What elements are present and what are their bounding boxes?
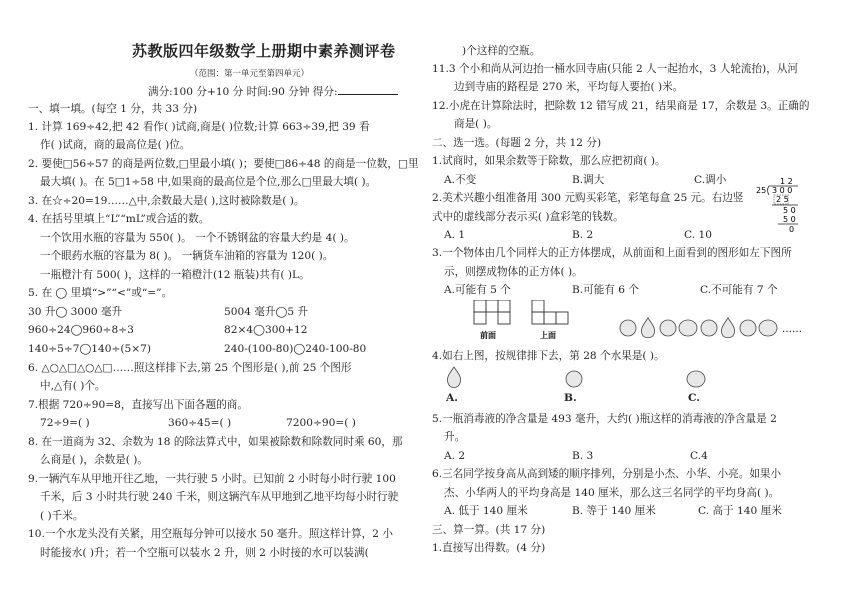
question-line: 3.一个物体由几个同样大的正方体摆成，从前面和上面看到的图形如左下图所 [432,247,792,259]
section-heading: 一、填一填。(每空 1 分，共 33 分) [28,103,198,115]
question-line: 升。 [444,431,466,443]
question-line: 4. 在括号里填上“L”“mL”或合适的数。 [28,213,210,225]
fruit-sequence [618,314,828,340]
question-line: 作( )试商，商的最高位是( )位。 [40,139,191,151]
pear-icon [721,318,734,338]
choice-c: C. 10 [684,229,712,241]
question-line: 示，则摆成物体的正方体( )。 [444,266,583,278]
section-heading: 三、算一算。(共 17 分) [432,524,546,536]
score-blank[interactable] [338,84,398,95]
choice-c: C. 高于 140 厘米 [698,505,782,517]
question-line: 5.一瓶消毒液的净含量是 493 毫升，大约( )瓶这样的消毒液的净含量是 2 [432,413,777,425]
choice-c: C.不可能有 7 个 [700,284,778,296]
choice-b: B.可能有 6 个 [572,284,640,296]
ellipsis: …… [782,324,802,335]
choice-b: B. 等于 140 厘米 [572,505,656,517]
division-divisor: 25 [756,186,767,195]
choice-a: A.不变 [444,174,477,186]
choice-b: B. 2 [572,229,594,241]
choice-c: C.调小 [694,174,727,186]
question-line: 8. 在一道商为 32、余数为 18 的除法算式中，如果被除数和除数同时乘 60，那 [28,436,403,448]
division-remainder: 0 [789,225,795,234]
division-step: 5 0 [783,215,796,224]
question-line: 6.三名同学按身高从高到矮的顺序排列，分别是小杰、小华、小亮。如果小 [432,468,782,480]
choice-a: A.可能有 5 个 [444,284,511,296]
question-line: 一个饮用水瓶的容量为 550( )。 一个不锈钢盆的容量大约是 4( )。 [40,232,355,244]
mental-item: 72÷9=( ) [40,417,90,429]
choice-c: C. [688,392,700,404]
choice-a: A. 低于 140 厘米 [444,505,528,517]
question-line: 边到寺庙的路程是 270 米，平均每人要抬( )米。 [454,81,684,93]
compare-item: 30 升◯ 3000 毫升 [28,306,123,318]
question-line: 千米，后 3 小时共行驶 240 千米，则这辆汽车从甲地到乙地平均每小时行驶 [40,491,399,503]
question-line: ( )千米。 [40,510,84,522]
question-line: 时能接水( )升；若一个空瓶可以装水 2 升，则 2 小时接的水可以装满( [40,547,369,559]
apple-icon [687,371,705,387]
question-line: 一瓶橙汁有 500( )，这样的一箱橙汁(12 瓶装)共有( )L。 [40,269,310,281]
question-line: 商是( )。 [454,118,498,130]
division-step: 5 0 [783,206,796,215]
question-line: 6. △○△□△○△□……照这样排下去,第 25 个图形是( ),前 25 个图形 [28,362,352,374]
choice-a: A. [446,392,458,404]
question-line: 2.美术兴趣小组准备用 300 元购买彩笔，彩笔每盒 25 元。右边竖 [432,192,744,204]
question-line: 式中的虚线部分表示买( )盒彩笔的钱数。 [432,211,624,223]
apple-icon [679,320,697,336]
choice-a: A. 2 [444,450,466,462]
mental-item: 360÷45=( ) [168,417,232,429]
question-line: )个这样的空瓶。 [462,45,541,57]
question-line: 1.试商时，如果余数等于除数，那么应把初商( )。 [432,155,666,167]
choice-c: C.4 [690,450,708,462]
question-line: 3. 在☆÷20=19……△中,余数最大是( ),这时被除数是( )。 [28,195,305,207]
division-dividend: 3 0 0 [772,186,793,195]
choice-b: B. [564,392,577,404]
question-line: 7.根据 720÷90=8，直接写出下面各题的商。 [28,399,248,411]
question-line: 12.小虎在计算除法时，把除数 12 错写成 21，结果商是 17，余数是 3。正确的 [432,100,810,112]
question-line: 10.一个水龙头没有关紧，用空瓶每分钟可以接水 50 毫升。照这样计算，2 小 [28,528,393,540]
page-title: 苏教版四年级数学上册期中素养测评卷 [132,42,396,60]
question-line: 9.一辆汽车从甲地开往乙地，一共行驶 5 小时。已知前 2 小时每小时行驶 100 [28,473,396,485]
section-heading: 二、选一选。(每题 2 分，共 12 分) [432,137,602,149]
exam-meta: 满分:100 分+10 分 时间:90 分钟 得分: [148,84,398,99]
question-line: 么商是( )，余数是( )。 [40,454,149,466]
mental-item: 7200÷90=( ) [286,417,356,429]
question-line: 2. 要使□56÷57 的商是两位数,□里最小填( )；要使□86÷48 的商是一位数，□里 [28,158,419,170]
front-view [474,300,510,324]
long-division-figure [754,176,800,236]
top-view-label: 上面 [540,331,556,340]
apple-icon [759,320,777,336]
division-quotient: 1 2 [780,177,793,186]
orange-icon [701,320,717,336]
pear-icon [641,318,654,338]
question-line: 一个眼药水瓶的容量为 8( )。 一辆货车油箱的容量为 120( )。 [40,250,334,262]
choice-b: B.调大 [572,174,605,186]
view-figures [470,300,600,344]
question-line: 4.如右上图，按规律排下去，第 28 个水果是( )。 [432,350,665,362]
compare-item: 960÷24◯960÷8÷3 [28,324,134,336]
compare-item: 5004 毫升◯5 升 [224,306,309,318]
orange-icon [566,371,582,387]
choice-b: B. 3 [572,450,594,462]
scope-note: （范围：第一单元至第四单元） [190,69,310,79]
q4-option-icons [446,365,726,391]
question-line: 11.3 个小和尚从河边抬一桶水回寺庙(只能 2 人一起抬水，3 人轮流抬)，从河 [432,63,799,75]
question-line: 中,△有( )个。 [40,380,106,392]
orange-icon [740,320,756,336]
orange-icon [620,320,636,336]
compare-item: 140÷5÷7◯140÷(5×7) [28,343,152,355]
question-line: 最大填( )。在 5□1÷58 中,如果商的最高位是个位,那么□里最大填( )。 [40,176,377,188]
top-view [532,300,568,324]
question-line: 1.直接写出得数。(4 分) [432,542,546,554]
choice-a: A. 1 [444,229,466,241]
front-view-label: 前面 [480,331,496,340]
question-line: 1. 计算 169÷42,把 42 看作( )试商,商是( )位数;计算 663÷39,把 39 看 [28,121,370,133]
compare-item: 82×4◯300+12 [224,324,308,336]
division-step: 2 5 [776,195,789,204]
question-line: 5. 在 ◯ 里填“>”“<”或“=”。 [28,287,173,299]
pear-icon [447,367,460,388]
compare-item: 240-(100-80)◯240-100-80 [224,343,367,355]
question-line: 杰、小华两人的平均身高是 140 厘米，那么这三名同学的平均身高( )。 [444,487,780,499]
orange-icon [660,320,676,336]
